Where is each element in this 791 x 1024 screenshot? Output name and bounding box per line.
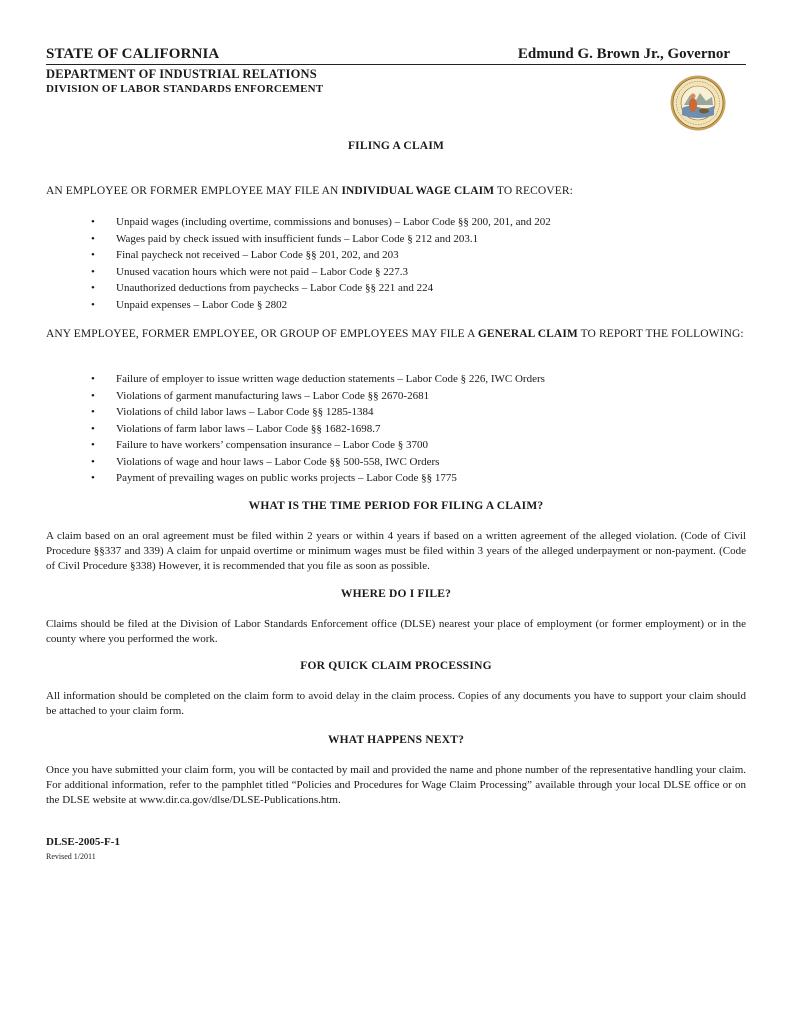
list-item	[46, 470, 746, 487]
list-item	[46, 454, 746, 471]
bullet-icon: •	[91, 282, 95, 294]
general-claim-list	[46, 371, 746, 487]
list-item-text: Violations of garment manufacturing laws – Labor Code §§ 2670-2681	[116, 389, 430, 402]
governor-name: Edmund G. Brown Jr., Governor	[517, 46, 730, 62]
list-item-text: Wages paid by check issued with insufficient funds – Labor Code § 212 and 203.1	[116, 232, 479, 245]
bullet-icon: •	[91, 472, 95, 484]
list-item-text: Final paycheck not received – Labor Code §§ 201, 202, and 203	[116, 249, 399, 261]
bullet-icon: •	[91, 406, 95, 418]
section-heading: WHAT IS THE TIME PERIOD FOR FILING A CLAIM?	[248, 500, 544, 512]
general-claim-intro: ANY EMPLOYEE, FORMER EMPLOYEE, OR GROUP OF EMPLOYEES MAY FILE A GENERAL CLAIM TO REPORT THE FOLLOWING:	[46, 328, 744, 340]
individual-claim-list	[46, 214, 746, 313]
list-item	[46, 247, 746, 264]
bullet-icon: •	[91, 265, 95, 278]
list-item	[46, 437, 746, 454]
bullet-icon: •	[91, 298, 95, 311]
bullet-icon: •	[91, 422, 95, 435]
list-item	[46, 371, 746, 388]
revision-date: Revised 1/2011	[46, 852, 96, 861]
list-item	[46, 280, 746, 297]
list-item	[46, 264, 746, 281]
bullet-icon: •	[91, 216, 95, 228]
letterhead	[46, 46, 746, 64]
list-item-text: Payment of prevailing wages on public works projects – Labor Code §§ 1775	[116, 472, 457, 484]
section-heading: FOR QUICK CLAIM PROCESSING	[300, 660, 492, 672]
form-id: DLSE-2005-F-1	[46, 836, 120, 848]
bullet-icon: •	[91, 455, 95, 468]
division-name: DIVISION OF LABOR STANDARDS ENFORCEMENT	[46, 83, 324, 95]
list-item	[46, 231, 746, 248]
section-body: Claims should be filed at the Division of Labor Standards Enforcement office (DLSE) nearest your place of employment (or former employment) or in the county where you performed the work.	[46, 618, 746, 645]
list-item-text: Unauthorized deductions from paychecks – Labor Code §§ 221 and 224	[116, 282, 434, 294]
bullet-icon: •	[91, 373, 95, 385]
department-name: DEPARTMENT OF INDUSTRIAL RELATIONS	[46, 67, 317, 81]
page-title: FILING A CLAIM	[347, 140, 445, 152]
section-heading: WHERE DO I FILE?	[340, 588, 452, 600]
list-item-text: Failure of employer to issue written wage deduction statements – Labor Code § 226, IWC Orders	[116, 373, 545, 385]
state-name: STATE OF CALIFORNIA	[46, 46, 220, 62]
california-state-seal-icon	[670, 75, 726, 131]
list-item-text: Unpaid wages (including overtime, commissions and bonuses) – Labor Code §§ 200, 201, and 202	[116, 216, 551, 228]
header-rule	[46, 64, 746, 65]
list-item-text: Violations of farm labor laws – Labor Code §§ 1682-1698.7	[116, 422, 381, 435]
list-item	[46, 297, 746, 314]
list-item	[46, 404, 746, 421]
list-item-text: Unused vacation hours which were not paid – Labor Code § 227.3	[116, 265, 409, 278]
list-item	[46, 214, 746, 231]
list-item	[46, 388, 746, 405]
bullet-icon: •	[91, 389, 95, 402]
section-body: All information should be completed on the claim form to avoid delay in the claim process. Copies of any documents you have to support your claim should be attached to your claim form.	[46, 690, 746, 717]
bullet-icon: •	[91, 232, 95, 245]
section-heading: WHAT HAPPENS NEXT?	[327, 734, 465, 746]
bullet-icon: •	[91, 439, 95, 451]
list-item-text: Violations of wage and hour laws – Labor Code §§ 500-558, IWC Orders	[116, 455, 440, 468]
individual-claim-intro: AN EMPLOYEE OR FORMER EMPLOYEE MAY FILE AN INDIVIDUAL WAGE CLAIM TO RECOVER:	[46, 185, 573, 197]
list-item	[46, 421, 746, 438]
bullet-icon: •	[91, 249, 95, 261]
section-body: A claim based on an oral agreement must be filed within 2 years or within 4 years if based on a written agreement of the alleged violation. (Code of Civil Procedure §§337 and 339) A claim for unpaid overtime or minimum wages must be filed within 3 years of the alleged underpayment or non-payment. (Code of Civil Procedure §338) However, it is recommended that you file as soon as possible.	[46, 530, 746, 572]
list-item-text: Violations of child labor laws – Labor Code §§ 1285-1384	[116, 406, 374, 418]
list-item-text: Unpaid expenses – Labor Code § 2802	[116, 298, 288, 311]
list-item-text: Failure to have workers’ compensation insurance – Labor Code § 3700	[116, 439, 428, 451]
section-body: Once you have submitted your claim form, you will be contacted by mail and provided the name and phone number of the representative handling your claim. For additional information, refer to the pamphlet titled “Policies and Procedures for Wage Claim Processing” available through your local DLSE office or on the DLSE website at www.dir.ca.gov/dlse/DLSE-Publications.htm.	[46, 764, 746, 806]
